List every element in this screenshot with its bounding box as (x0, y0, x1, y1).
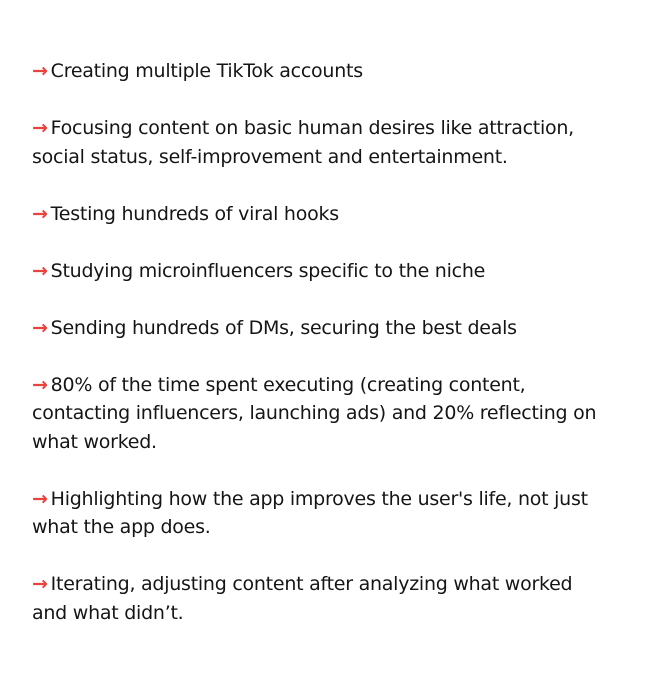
list-item-text: Sending hundreds of DMs, securing the best deals (50, 316, 517, 339)
list-item (32, 485, 607, 542)
list-item (32, 114, 607, 171)
list-item (32, 57, 607, 86)
list-item (32, 314, 607, 343)
list-item (32, 570, 607, 627)
list-item-text: Highlighting how the app improves the user's life, not just what the app does. (32, 487, 588, 538)
arrow-right-icon: → (32, 60, 48, 82)
list-item-text: Focusing content on basic human desires like attraction, social status, self-improvement and entertainment. (32, 117, 574, 168)
list-item-text: Iterating, adjusting content after analyzing what worked and what didn’t. (32, 573, 573, 624)
arrow-right-icon: → (32, 202, 48, 225)
arrow-right-icon: → (32, 316, 48, 339)
arrow-right-icon: → (32, 117, 48, 139)
list-item-text: 80% of the time spent executing (creating content, contacting influencers, launching ads) and 20% reflecting on what worked. (32, 373, 597, 453)
list-item-text: Testing hundreds of viral hooks (50, 202, 339, 225)
arrow-right-icon: → (32, 259, 48, 282)
list-item (32, 257, 607, 286)
arrow-right-icon: → (32, 573, 48, 595)
list-item (32, 371, 607, 457)
list-item-text: Creating multiple TikTok accounts (50, 60, 363, 82)
list-item (32, 200, 607, 229)
list-item-text: Studying microinfluencers specific to the niche (50, 259, 486, 282)
arrow-right-icon: → (32, 373, 48, 396)
arrow-right-icon: → (32, 487, 48, 510)
